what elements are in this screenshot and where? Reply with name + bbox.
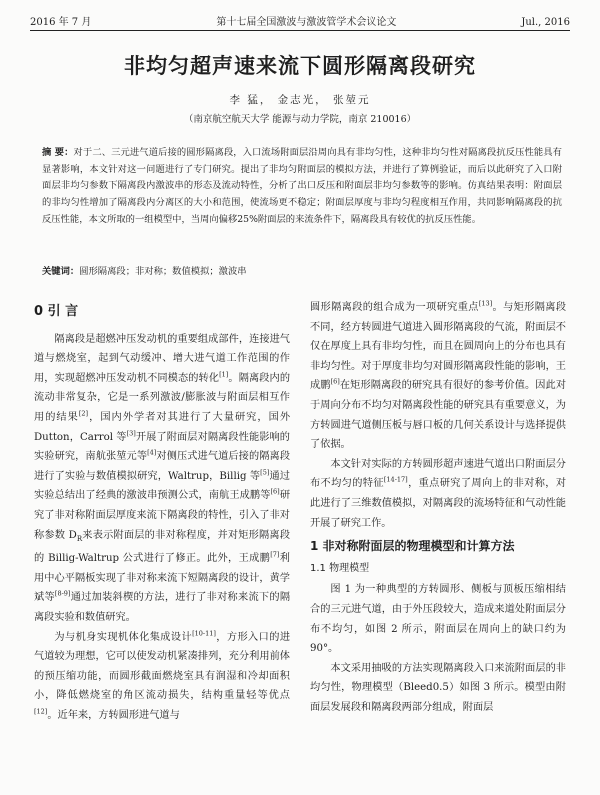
abstract bbox=[42, 145, 562, 263]
left-column bbox=[34, 298, 290, 792]
model-paragraph-1: 图 1 为一种典型的方转圆形、侧板与顶板压缩相结合的三元进气道，由于外压段较大，造成来道处附面层分布不均匀，如图 2 所示，附面层在周向上的缺口约为 90°。 bbox=[310, 584, 566, 655]
intro-paragraph-3: 圆形隔离段的组合成为一项研究重点[13]。与矩形隔离段不同，经方转圆进气道进入圆形隔离段的气流，附面层不仅在厚度上具有非均匀性，而且在圆周向上的分布也具有非均匀性。对于厚度非均匀对圆形隔离段性能的影响，王成鹏[6]在矩形隔离段的研究具有很好的参考价值。因此对于周向分布不均匀对隔离段性能的研究具有重要意义，为方转圆进气道侧压板与唇口板的几何关系设计与选择提供了依据。 bbox=[310, 299, 566, 451]
running-header bbox=[30, 8, 570, 31]
section-1-heading: 1 非对称附面层的物理模型和计算方法 bbox=[310, 539, 515, 554]
keywords-label: 关键词： bbox=[42, 266, 80, 277]
keywords-text: 圆形隔离段；非对称；数值模拟；激波串 bbox=[79, 266, 247, 277]
model-paragraph-2: 本文采用抽吸的方法实现隔离段入口来流附面层的非均匀性，物理模型（Bleed0.5）如图 3 所示。模型由附面层发展段和隔离段两部分组成，附面层 bbox=[310, 662, 566, 713]
abstract-label: 摘 要： bbox=[42, 147, 74, 158]
paper-title: 非均匀超声速来流下圆形隔离段研究 bbox=[124, 54, 476, 78]
header-date: 2016 年 7 月 bbox=[30, 17, 92, 28]
intro-paragraph-4: 本文针对实际的方转圆形超声速进气道出口附面层分布不均匀的特征[14-17]，重点研究了周向上的非对称，对此进行了三维数值模拟，对隔离段的流场特征和气动性能开展了研究工作。 bbox=[310, 458, 566, 529]
intro-paragraph-1: 隔离段是超燃冲压发动机的重要组成部件，连接进气道与燃烧室，起到气动缓冲、增大进气道工作范围的作用，实现超燃冲压发动机不同模态的转化[1]。隔离段内的流动非常复杂，它是一系列激波/膨胀波与附面层相互作用的结果[2]，国内外学者对其进行了大量研究，国外 Dutton，Carrol 等[3]开展了附面层对隔离段性能影响的实验研究，南航张堃元等[4]对侧压式进气道后接的隔离段进行了实验与数值模拟研究，Waltrup，Billig 等[5]通过实验总结出了经典的激波串预测公式，南航王成鹏等[6]研究了非对称附面层厚度来流下隔离段的特性，引入了非对称参数 $D_R$来表示附面层的非对称程度，并对矩形隔离段的 Billig-Waltrup 公式进行了修正。此外，王成鹏[7]利用中心平隔板实现了非对称来流下短隔离段的设计，黄学斌等[8-9]通过加装斜楔的方法，进行了非对称来流下的隔离段实验和数值研究。 bbox=[34, 333, 290, 623]
abstract-text: 对于二、三元进气道后接的圆形隔离段，入口流场附面层沿周向具有非均匀性，这种非均匀性对隔离段抗反压性能具有显著影响，本文针对这一问题进行了专门研究。提出了非均匀附面层的模拟方法，并进行了算例验证，而后以此研究了入口附面层非均匀参数下隔离段内激波串的形态及流动特性，分析了出口反压和附面层非均匀参数等的影响。仿真结果表明：附面层的非均匀性增加了隔离段内分离区的大小和范围，使流场更不稳定；附面层厚度与非均匀程度相互作用，共同影响隔离段的抗反压性能，本文所取的一组模型中，当周向偏移25%附面层的来流条件下，隔离段具有较优的抗反压性能。 bbox=[42, 147, 562, 225]
paper-authors: 李 猛， 金志光， 张堃元 bbox=[229, 94, 371, 106]
keywords bbox=[42, 263, 562, 277]
header-conference: 第十七届全国激波与激波管学术会议论文 bbox=[216, 17, 397, 28]
right-column bbox=[310, 298, 566, 792]
intro-paragraph-2: 为与机身实现机体化集成设计[10-11]，方形入口的进气道较为理想，它可以使发动机紧凑排列，充分利用前体的预压缩功能，而圆形截面燃烧室具有润湿和冷却面积小，降低燃烧室的角区流动损失，结构重量轻等优点[12]。近年来，方转圆形进气道与 bbox=[34, 629, 290, 721]
paper-affiliation: （南京航空航天大学 能源与动力学院，南京 210016） bbox=[183, 114, 417, 125]
header-date-en: Jul., 2016 bbox=[521, 17, 570, 28]
section-0-heading: 0 引 言 bbox=[34, 304, 79, 319]
section-1-1-heading: 1.1 物理模型 bbox=[310, 562, 370, 574]
